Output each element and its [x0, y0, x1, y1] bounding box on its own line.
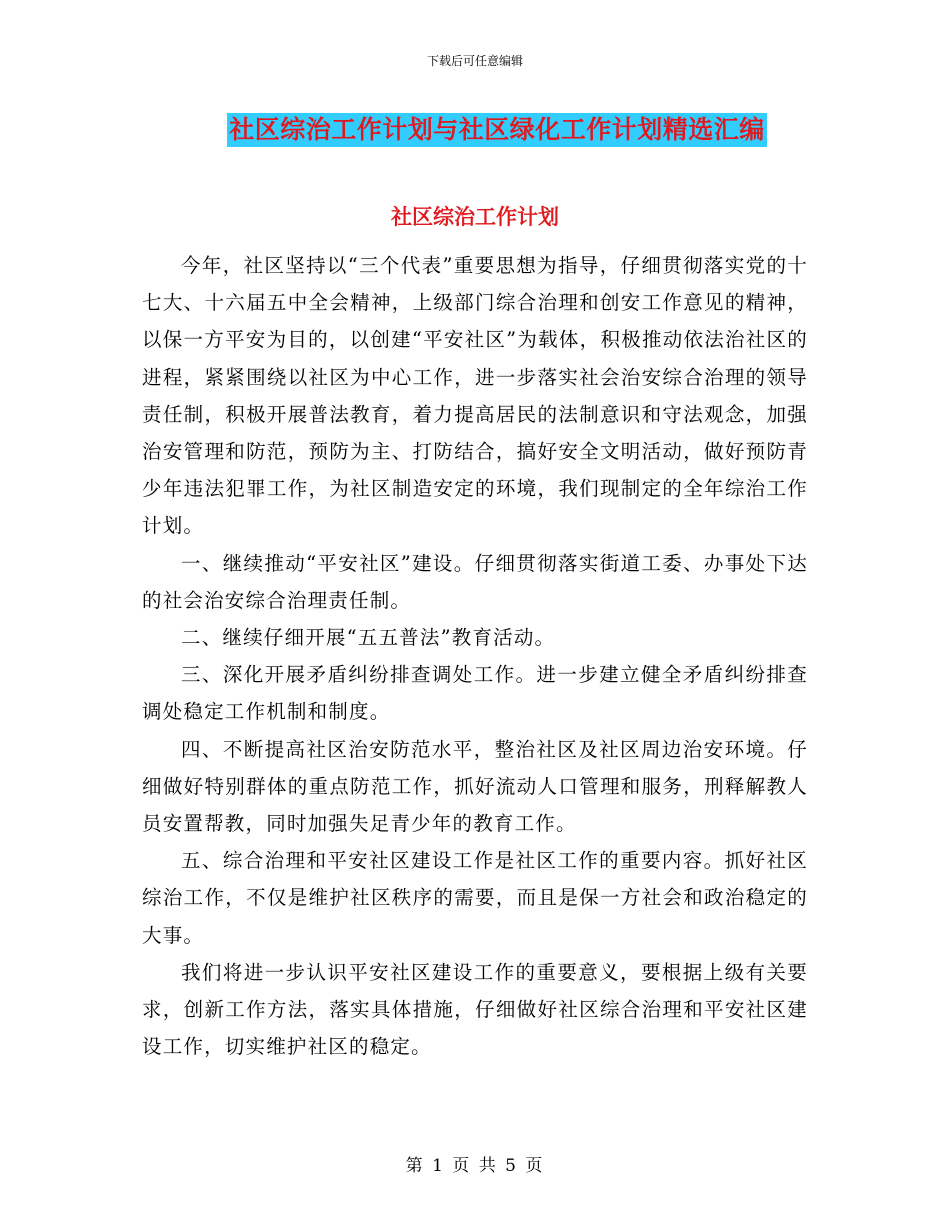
section-title: 社区综治工作计划	[391, 204, 559, 229]
page-footer	[0, 1155, 950, 1177]
footer-total-pages: 5	[505, 1156, 518, 1176]
document-body	[142, 247, 808, 1065]
document-title-container	[0, 113, 950, 147]
paragraph-item-5: 五、综合治理和平安社区建设工作是社区工作的重要内容。抓好社区综治工作，不仅是维护社区秩序的需要，而且是保一方社会和政治稳定的大事。	[142, 849, 808, 947]
paragraph-intro: 今年，社区坚持以“三个代表”重要思想为指导，仔细贯彻落实党的十七大、十六届五中全会精神，上级部门综合治理和创安工作意见的精神，以保一方平安为目的，以创建“平安社区”为载体，积极推动依法治社区的进程，紧紧围绕以社区为中心工作，进一步落实社会治安综合治理的领导责任制，积极开展普法教育，着力提高居民的法制意识和守法观念，加强治安管理和防范，预防为主、打防结合，搞好安全文明活动，做好预防青少年违法犯罪工作，为社区制造安定的环境，我们现制定的全年综治工作计划。	[142, 254, 808, 538]
document-title: 社区综治工作计划与社区绿化工作计划精选汇编	[227, 113, 767, 147]
paragraph-item-1: 一、继续推动“平安社区”建设。仔细贯彻落实街道工委、办事处下达的社会治安综合治理责任制。	[142, 551, 808, 612]
footer-prefix: 第	[405, 1156, 425, 1176]
footer-current-page: 1	[432, 1156, 445, 1176]
paragraph-conclusion: 我们将进一步认识平安社区建设工作的重要意义，要根据上级有关要求，创新工作方法，落实具体措施，仔细做好社区综合治理和平安社区建设工作，切实维护社区的稳定。	[142, 960, 808, 1059]
page-header-note: 下载后可任意编辑	[426, 54, 523, 68]
paragraph-item-3: 三、深化开展矛盾纠纷排查调处工作。进一步建立健全矛盾纠纷排查调处稳定工作机制和制度。	[142, 663, 808, 724]
paragraph-item-4: 四、不断提高社区治安防范水平，整治社区及社区周边治安环境。仔细做好特别群体的重点防范工作，抓好流动人口管理和服务，刑释解教人员安置帮教，同时加强失足青少年的教育工作。	[142, 737, 808, 836]
footer-suffix: 页	[525, 1156, 545, 1176]
footer-middle: 页 共	[452, 1156, 498, 1176]
paragraph-item-2: 二、继续仔细开展“五五普法”教育活动。	[181, 626, 556, 650]
